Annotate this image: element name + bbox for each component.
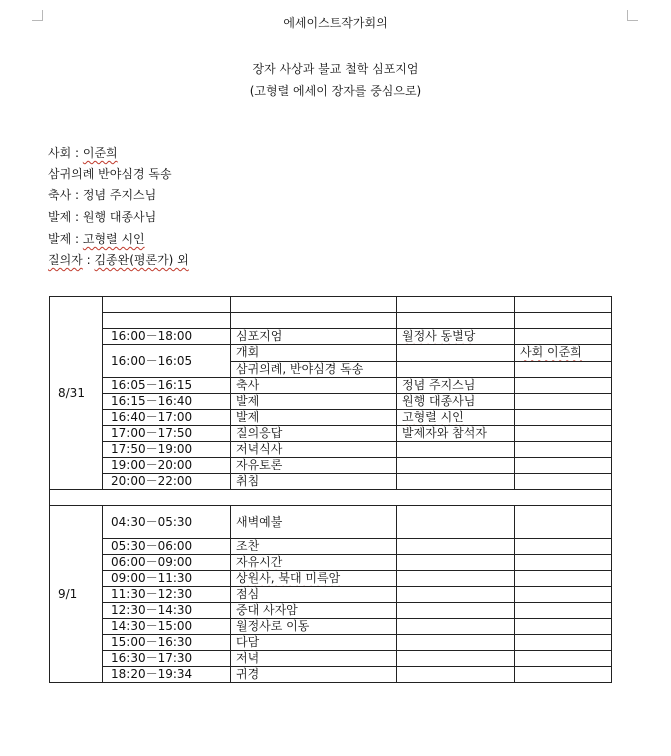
- table-row: [50, 571, 612, 587]
- event-cell: 심포지엄: [231, 329, 397, 345]
- note-cell: [515, 426, 612, 442]
- document-title: 장자 사상과 불교 철학 심포지엄: [252, 62, 419, 76]
- note-cell: [515, 635, 612, 651]
- event-cell: 귀경: [231, 667, 397, 683]
- note-cell: [515, 361, 612, 378]
- table-cell: [515, 297, 612, 313]
- org-name: 에세이스트작가회의: [283, 16, 388, 30]
- event-cell: 월정사로 이동: [231, 619, 397, 635]
- note-cell: [515, 474, 612, 490]
- table-row: [50, 506, 612, 539]
- note-cell: [515, 619, 612, 635]
- time-cell: 11:30－12:30: [103, 587, 231, 603]
- schedule-table: [49, 296, 612, 683]
- time-cell: 16:30－17:30: [103, 651, 231, 667]
- time-cell: 16:40－17:00: [103, 410, 231, 426]
- event-cell: 중대 사자암: [231, 603, 397, 619]
- note-cell: [515, 587, 612, 603]
- table-row: [50, 635, 612, 651]
- place-cell: 월정사 동별당: [397, 329, 515, 345]
- info-label: 발제: [48, 210, 72, 224]
- info-label: 발제: [48, 232, 72, 246]
- table-row: [50, 555, 612, 571]
- place-cell: [397, 458, 515, 474]
- table-cell: [231, 313, 397, 329]
- time-cell: 15:00－16:30: [103, 635, 231, 651]
- note-cell: [515, 442, 612, 458]
- table-cell: [103, 313, 231, 329]
- table-row: [50, 539, 612, 555]
- place-cell: [397, 571, 515, 587]
- event-cell: 저녁식사: [231, 442, 397, 458]
- separator-cell: [50, 490, 612, 506]
- place-cell: [397, 506, 515, 539]
- info-line-address: 축사 : 정념 주지스님: [48, 188, 157, 202]
- date-cell: 9/1: [50, 506, 103, 683]
- time-cell: 16:05－16:15: [103, 378, 231, 394]
- document-subtitle: (고형렬 에세이 장자를 중심으로): [249, 84, 422, 98]
- place-cell: [397, 587, 515, 603]
- place-cell: [397, 603, 515, 619]
- time-cell: 16:00－16:05: [103, 345, 231, 378]
- table-row: [50, 603, 612, 619]
- info-label: 사회: [48, 146, 72, 160]
- note-cell: [515, 571, 612, 587]
- event-cell: 다담: [231, 635, 397, 651]
- info-value: 삼귀의례 반야심경 독송: [48, 167, 172, 181]
- place-cell: 고형렬 시인: [397, 410, 515, 426]
- event-cell: 점심: [231, 587, 397, 603]
- place-cell: [397, 635, 515, 651]
- info-line-host: 사회 : 이준희: [48, 146, 118, 160]
- place-cell: [397, 619, 515, 635]
- table-row: [50, 345, 612, 362]
- place-cell: [397, 651, 515, 667]
- time-cell: 06:00－09:00: [103, 555, 231, 571]
- note-cell: [515, 539, 612, 555]
- table-row: [50, 313, 612, 329]
- note-cell: [515, 667, 612, 683]
- table-cell: [103, 297, 231, 313]
- info-value: 원행 대종사님: [82, 210, 157, 224]
- note-cell: [515, 329, 612, 345]
- note-cell: [515, 651, 612, 667]
- table-row: [50, 378, 612, 394]
- place-cell: [397, 361, 515, 378]
- info-value: 이준희: [82, 146, 118, 160]
- event-cell: 개회: [231, 345, 397, 362]
- note-cell: [515, 555, 612, 571]
- place-cell: [397, 555, 515, 571]
- note-cell: [515, 603, 612, 619]
- info-line-presenter-2: 발제 : 고형렬 시인: [48, 232, 145, 246]
- time-cell: 17:00－17:50: [103, 426, 231, 442]
- note-cell: [515, 378, 612, 394]
- event-cell: 저녁: [231, 651, 397, 667]
- table-row: [50, 426, 612, 442]
- place-cell: 원행 대종사님: [397, 394, 515, 410]
- info-label: 축사: [48, 188, 72, 202]
- event-cell: 삼귀의례, 반야심경 독송: [231, 361, 397, 378]
- info-value: 김종완(평론가) 외: [94, 253, 189, 267]
- event-cell: 질의응답: [231, 426, 397, 442]
- table-row: [50, 667, 612, 683]
- note-cell: [515, 394, 612, 410]
- time-cell: 16:15－16:40: [103, 394, 231, 410]
- event-cell: 조찬: [231, 539, 397, 555]
- time-cell: 14:30－15:00: [103, 619, 231, 635]
- info-value: 정념 주지스님: [82, 188, 157, 202]
- event-cell: 취침: [231, 474, 397, 490]
- info-label: 질의자: [48, 253, 83, 267]
- place-cell: 발제자와 참석자: [397, 426, 515, 442]
- time-cell: 20:00－22:00: [103, 474, 231, 490]
- place-cell: [397, 345, 515, 362]
- event-cell: 자유시간: [231, 555, 397, 571]
- date-cell: 8/31: [50, 297, 103, 490]
- table-row: [50, 587, 612, 603]
- event-cell: 발제: [231, 394, 397, 410]
- note-cell: [515, 458, 612, 474]
- event-cell: 발제: [231, 410, 397, 426]
- time-cell: 04:30－05:30: [103, 506, 231, 539]
- table-row: [50, 329, 612, 345]
- table-cell: [397, 313, 515, 329]
- table-row-separator: [50, 490, 612, 506]
- info-value: 고형렬 시인: [82, 232, 145, 246]
- time-cell: 17:50－19:00: [103, 442, 231, 458]
- table-row: [50, 394, 612, 410]
- place-cell: [397, 442, 515, 458]
- place-cell: [397, 539, 515, 555]
- info-line-ritual: [48, 165, 172, 182]
- note-cell: [515, 506, 612, 539]
- info-line-questioner: 질의자 : 김종완(평론가) 외: [48, 253, 189, 267]
- table-row: [50, 297, 612, 313]
- table-cell: [397, 297, 515, 313]
- time-cell: 18:20－19:34: [103, 667, 231, 683]
- time-cell: 16:00－18:00: [103, 329, 231, 345]
- place-cell: [397, 474, 515, 490]
- table-row: [50, 442, 612, 458]
- note-cell: 사회 이준희: [515, 345, 612, 362]
- place-cell: 정념 주지스님: [397, 378, 515, 394]
- table-row: [50, 651, 612, 667]
- place-cell: [397, 667, 515, 683]
- event-cell: 상원사, 북대 미륵암: [231, 571, 397, 587]
- info-line-presenter-1: 발제 : 원행 대종사님: [48, 210, 157, 224]
- table-row: [50, 619, 612, 635]
- table-cell: [231, 297, 397, 313]
- event-cell: 자유토론: [231, 458, 397, 474]
- time-cell: 12:30－14:30: [103, 603, 231, 619]
- time-cell: 19:00－20:00: [103, 458, 231, 474]
- event-cell: 축사: [231, 378, 397, 394]
- table-cell: [515, 313, 612, 329]
- table-row: [50, 474, 612, 490]
- table-row: [50, 458, 612, 474]
- time-cell: 05:30－06:00: [103, 539, 231, 555]
- time-cell: 09:00－11:30: [103, 571, 231, 587]
- event-cell: 새벽예불: [231, 506, 397, 539]
- note-cell: [515, 410, 612, 426]
- table-row: [50, 410, 612, 426]
